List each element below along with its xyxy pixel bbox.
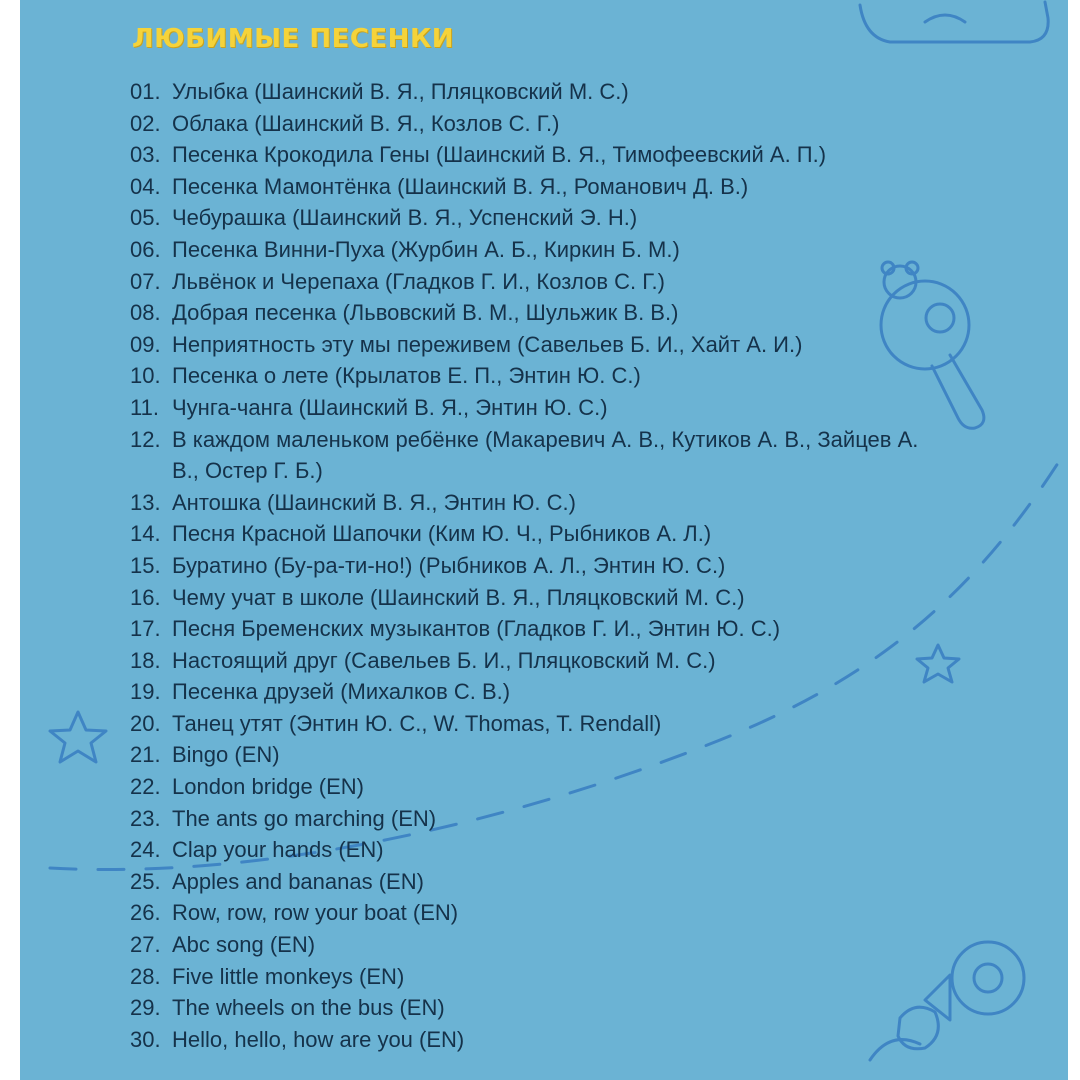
song-title: Львёнок и Черепаха (Гладков Г. И., Козлов С. Г.): [172, 268, 665, 294]
list-item: [130, 329, 930, 361]
song-number: 18.: [130, 647, 161, 673]
song-number: 02.: [130, 110, 161, 136]
song-title: London bridge (EN): [172, 774, 365, 800]
song-number: 30.: [130, 1026, 161, 1052]
list-item: [130, 108, 930, 140]
list-item: [130, 487, 930, 519]
song-number: 22.: [130, 774, 161, 800]
list-item: [130, 202, 930, 234]
list-item: [130, 392, 930, 424]
song-title: Песня Бременских музыкантов (Гладков Г. И., Энтин Ю. С.): [172, 616, 781, 642]
song-number: 27.: [130, 932, 161, 958]
song-number: 13.: [130, 489, 161, 515]
song-title: Песенка о лете (Крылатов Е. П., Энтин Ю. С.): [172, 363, 641, 389]
list-item: [130, 739, 930, 771]
song-number: 23.: [130, 805, 161, 831]
list-item: [130, 139, 930, 171]
song-number: 12.: [130, 426, 161, 452]
toy-outline-icon: [860, 2, 1048, 42]
list-item: [130, 550, 930, 582]
song-title: Bingo (EN): [172, 742, 280, 768]
list-item: [130, 171, 930, 203]
list-item: [130, 708, 930, 740]
song-number: 17.: [130, 616, 161, 642]
song-title: Row, row, row your boat (EN): [172, 900, 459, 926]
song-title: Чунга-чанга (Шаинский В. Я., Энтин Ю. С.): [172, 394, 608, 420]
song-number: 29.: [130, 995, 161, 1021]
song-title: Настоящий друг (Савельев Б. И., Пляцковский М. С.): [172, 647, 716, 673]
song-list-panel: [20, 0, 1068, 1080]
list-item: [130, 992, 930, 1024]
song-title: Добрая песенка (Львовский В. М., Шульжик В. В.): [172, 300, 679, 326]
song-title: Танец утят (Энтин Ю. С., W. Thomas, T. Rendall): [172, 710, 662, 736]
list-item: [130, 961, 930, 993]
song-title: The ants go marching (EN): [172, 805, 437, 831]
song-title: Чему учат в школе (Шаинский В. Я., Пляцковский М. С.): [172, 584, 745, 610]
song-number: 06.: [130, 236, 161, 262]
song-number: 20.: [130, 710, 161, 736]
song-number: 16.: [130, 584, 161, 610]
list-item: [130, 234, 930, 266]
song-number: 19.: [130, 679, 161, 705]
song-title: Облака (Шаинский В. Я., Козлов С. Г.): [172, 110, 560, 136]
song-title: Буратино (Бу-ра-ти-но!) (Рыбников А. Л., Энтин Ю. С.): [172, 552, 726, 578]
list-item: [130, 676, 930, 708]
song-title: Clap your hands (EN): [172, 837, 384, 863]
list-item: [130, 360, 930, 392]
list-item: [130, 897, 930, 929]
list-item: [130, 834, 930, 866]
song-title: Песенка Мамонтёнка (Шаинский В. Я., Романович Д. В.): [172, 173, 749, 199]
song-list: [130, 76, 930, 1055]
song-number: 04.: [130, 173, 161, 199]
list-item: [130, 866, 930, 898]
song-title: Five little monkeys (EN): [172, 963, 405, 989]
song-title: Abc song (EN): [172, 932, 316, 958]
list-item: [130, 613, 930, 645]
song-number: 26.: [130, 900, 161, 926]
song-number: 14.: [130, 521, 161, 547]
song-number: 15.: [130, 552, 161, 578]
list-item: [130, 518, 930, 550]
list-item: [130, 582, 930, 614]
song-number: 07.: [130, 268, 161, 294]
list-item: [130, 1024, 930, 1056]
song-number: 01.: [130, 79, 161, 104]
list-item: [130, 424, 930, 487]
song-number: 05.: [130, 205, 161, 231]
list-item: [130, 266, 930, 298]
song-title: Чебурашка (Шаинский В. Я., Успенский Э. Н.): [172, 205, 638, 231]
song-number: 24.: [130, 837, 161, 863]
song-number: 09.: [130, 331, 161, 357]
song-number: 25.: [130, 868, 161, 894]
list-item: [130, 297, 930, 329]
list-item: [130, 771, 930, 803]
song-number: 11.: [130, 394, 159, 420]
song-title: В каждом маленьком ребёнке (Макаревич А. В., Кутиков А. В., Зайцев А. В., Остер Г. Б.): [172, 426, 919, 484]
song-title: Песенка друзей (Михалков С. В.): [172, 679, 511, 705]
song-title: Песенка Крокодила Гены (Шаинский В. Я., Тимофеевский А. П.): [172, 142, 827, 168]
song-title: The wheels on the bus (EN): [172, 995, 445, 1021]
song-title: Неприятность эту мы переживем (Савельев Б. И., Хайт А. И.): [172, 331, 803, 357]
song-title: Улыбка (Шаинский В. Я., Пляцковский М. С.): [172, 79, 629, 104]
song-number: 03.: [130, 142, 161, 168]
song-title: Песенка Винни-Пуха (Журбин А. Б., Киркин Б. М.): [172, 236, 680, 262]
song-number: 08.: [130, 300, 161, 326]
list-item: [130, 803, 930, 835]
song-title: Hello, hello, how are you (EN): [172, 1026, 465, 1052]
song-title: Apples and bananas (EN): [172, 868, 424, 894]
song-number: 28.: [130, 963, 161, 989]
song-title: Антошка (Шаинский В. Я., Энтин Ю. С.): [172, 489, 576, 515]
song-number: 10.: [130, 363, 161, 389]
song-number: 21.: [130, 742, 161, 768]
list-item: [130, 76, 930, 108]
song-title: Песня Красной Шапочки (Ким Ю. Ч., Рыбников А. Л.): [172, 521, 712, 547]
star-icon: [50, 712, 106, 762]
list-item: [130, 929, 930, 961]
list-item: [130, 645, 930, 677]
page-title: ЛЮБИМЫЕ ПЕСЕНКИ: [132, 24, 454, 54]
